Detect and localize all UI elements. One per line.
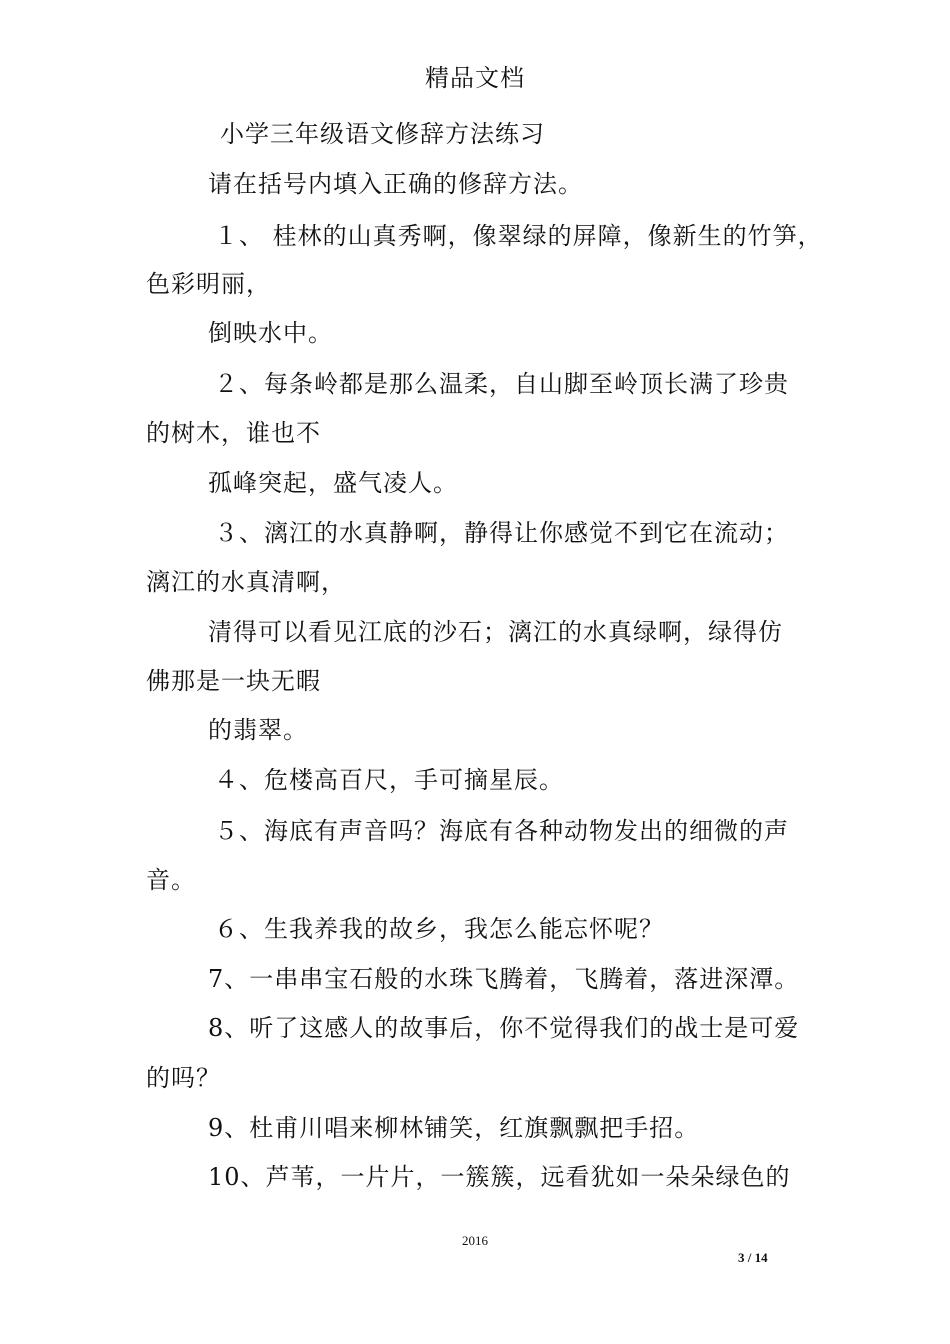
item-2-line-1: ２、每条岭都是那么温柔，自山脚至岭顶长满了珍贵 xyxy=(214,370,789,398)
item-3-line-1: ３、漓江的水真静啊，静得让你感觉不到它在流动； xyxy=(214,519,789,547)
footer-year: 2016 xyxy=(462,1233,488,1248)
item-3-line-2: 漓江的水真清啊， xyxy=(146,568,346,596)
page-header: 精品文档 xyxy=(425,64,525,92)
item-2-line-3: 孤峰突起，盛气凌人。 xyxy=(208,469,458,497)
item-4-line-1: ４、危楼高百尺，手可摘星辰。 xyxy=(214,766,564,794)
item-5-line-1: ５、海底有声音吗？海底有各种动物发出的细微的声 xyxy=(214,817,789,845)
item-1-line-2: 色彩明丽， xyxy=(146,270,271,298)
item-3-line-5: 的翡翠。 xyxy=(208,716,308,744)
item-1-line-1: １、 桂林的山真秀啊，像翠绿的屏障，像新生的竹笋， xyxy=(214,222,823,250)
item-10-line-1: 10、芦苇，一片片，一簇簇，远看犹如一朵朵绿色的 xyxy=(208,1163,791,1191)
item-9-line-1: 9、杜甫川唱来柳林铺笑，红旗飘飘把手招。 xyxy=(208,1114,700,1142)
document-title: 小学三年级语文修辞方法练习 xyxy=(220,120,545,148)
item-8-line-2: 的吗？ xyxy=(146,1064,221,1092)
item-3-line-4: 佛那是一块无暇 xyxy=(146,667,321,695)
item-2-line-2: 的树木，谁也不 xyxy=(146,419,321,447)
instruction: 请在括号内填入正确的修辞方法。 xyxy=(208,170,583,198)
item-7-line-1: 7、一串串宝石般的水珠飞腾着，飞腾着，落进深潭。 xyxy=(208,965,800,993)
item-8-line-1: 8、听了这感人的故事后，你不觉得我们的战士是可爱 xyxy=(208,1014,800,1042)
item-1-line-3: 倒映水中。 xyxy=(208,319,333,347)
item-6-line-1: ６、生我养我的故乡，我怎么能忘怀呢？ xyxy=(214,915,664,943)
item-3-line-3: 清得可以看见江底的沙石；漓江的水真绿啊，绿得仿 xyxy=(208,618,783,646)
page-number: 3 / 14 xyxy=(738,1250,768,1265)
item-5-line-2: 音。 xyxy=(146,866,196,894)
